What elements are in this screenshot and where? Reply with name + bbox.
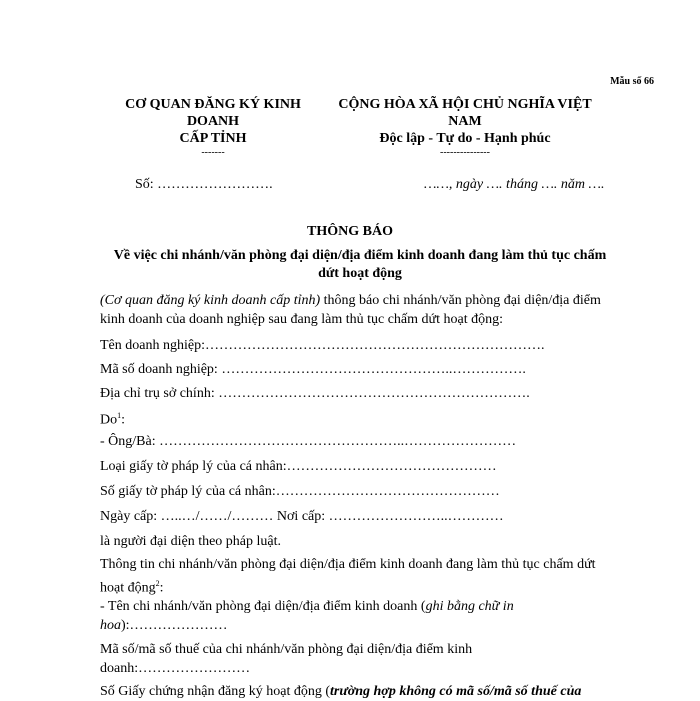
field-id-type: Loại giấy tờ pháp lý của cá nhân:……………………………………… bbox=[100, 459, 497, 474]
agency-level: CẤP TỈNH bbox=[179, 131, 247, 146]
national-divider: --------------- bbox=[440, 147, 490, 158]
document-title: THÔNG BÁO bbox=[307, 224, 393, 239]
field-legal-rep: là người đại diện theo pháp luật. bbox=[100, 534, 282, 549]
field-by: Do$^1$: bbox=[100, 411, 126, 428]
agency-name: CƠ QUAN ĐĂNG KÝ KINH DOANH bbox=[125, 97, 301, 129]
by-label: Do bbox=[100, 412, 118, 428]
branch-tax-code: Mã số/mã số thuế của chi nhánh/văn phòng đại diện/địa điểm kinh doanh:…………………… bbox=[100, 642, 473, 676]
field-issue-date: Ngày cấp: …..…/……/……… Nơi cấp: ……………………..………… bbox=[100, 509, 504, 524]
national-header bbox=[335, 96, 595, 159]
form-code: Mẫu số 66 bbox=[610, 76, 654, 87]
field-company-code: Mã số doanh nghiệp: …………………………………………..……………. bbox=[100, 362, 526, 377]
national-motto: Độc lập - Tự do - Hạnh phúc bbox=[379, 131, 551, 146]
document-number: Số: ……………………. bbox=[135, 177, 273, 192]
branch-info-text: Thông tin chi nhánh/văn phòng đại diện/địa điểm kinh doanh đang làm thủ tục chấm dứt hoạt động bbox=[100, 557, 596, 596]
document-subtitle: Về việc chi nhánh/văn phòng đại diện/địa điểm kinh doanh đang làm thủ tục chấm dứt hoạt động bbox=[113, 248, 607, 281]
agency-divider: ------- bbox=[201, 147, 225, 158]
branch-certificate: Số Giấy chứng nhận đăng ký hoạt động (trường hợp không có mã số/mã số thuế của bbox=[100, 684, 582, 699]
footnote-2: 2 bbox=[155, 579, 160, 588]
footnote-1: 1 bbox=[117, 411, 122, 420]
field-id-number: Số giấy tờ pháp lý của cá nhân:………………………………………… bbox=[100, 484, 500, 499]
field-head-office: Địa chỉ trụ sở chính: …………………………………………………………. bbox=[100, 386, 530, 401]
national-title: CỘNG HÒA XÃ HỘI CHỦ NGHĨA VIỆT NAM bbox=[338, 97, 592, 129]
field-company-name: Tên doanh nghiệp:………………………………………………………………. bbox=[100, 338, 545, 353]
intro-paragraph bbox=[100, 291, 610, 329]
field-person: - Ông/Bà: ……………………………………………..…………………… bbox=[100, 434, 517, 449]
agency-header bbox=[108, 96, 318, 159]
branch-name: - Tên chi nhánh/văn phòng đại diện/địa điểm kinh doanh (ghi bằng chữ in hoa):………………… bbox=[100, 599, 514, 633]
intro-agency: (Cơ quan đăng ký kinh doanh cấp tỉnh) bbox=[100, 293, 321, 308]
intro-rest: thông báo chi nhánh/văn phòng đại diện/địa điểm kinh doanh của doanh nghiệp sau đang làm thủ tục chấm dứt hoạt động: bbox=[100, 293, 601, 327]
document-date: ……, ngày …. tháng …. năm …. bbox=[424, 177, 605, 192]
branch-info: Thông tin chi nhánh/văn phòng đại diện/địa điểm kinh doanh đang làm thủ tục chấm dứt hoạt động$^2$: bbox=[100, 557, 596, 596]
